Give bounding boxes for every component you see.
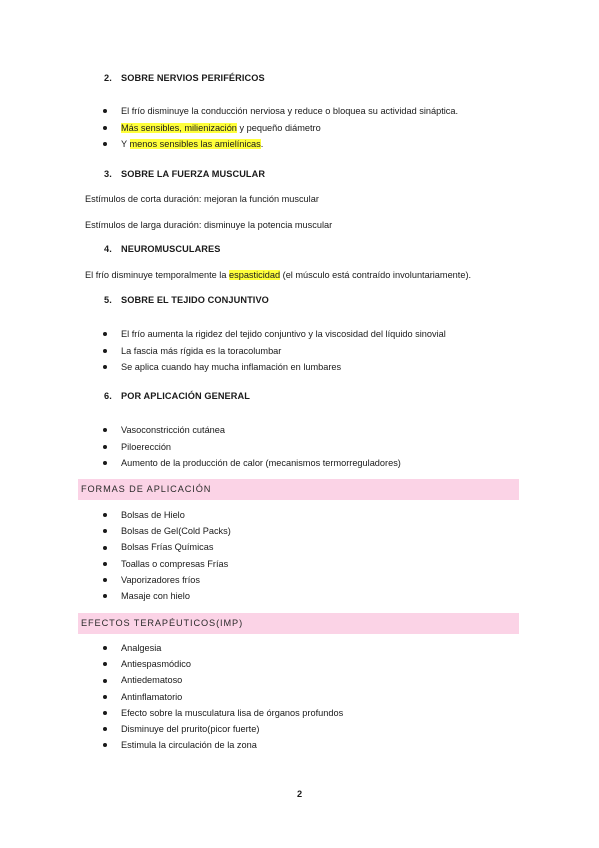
paragraph-espasticidad: El frío disminuye temporalmente la espasticidad (el músculo está contraído involuntariamente). (85, 270, 472, 280)
heading-conjuntivo (104, 295, 269, 305)
section-band-efectos (78, 613, 519, 634)
list-item: Aumento de la producción de calor (mecanismos termorreguladores) (103, 455, 401, 472)
list-item: Estimula la circulación de la zona (103, 737, 343, 753)
list-item: Bolsas Frías Químicas (103, 539, 231, 555)
list-item: La fascia más rígida es la toracolumbar (103, 343, 446, 360)
list-efectos (103, 640, 343, 753)
heading-neuro (104, 244, 221, 254)
list-item: Toallas o compresas Frías (103, 556, 231, 572)
paragraph-larga-duracion: Estímulos de larga duración: disminuye la potencia muscular (85, 220, 333, 230)
heading-number: 3. (104, 169, 112, 179)
heading-general (104, 391, 250, 401)
highlighted-text: espasticidad (229, 270, 281, 280)
list-item: Antinflamatorio (103, 689, 343, 705)
heading-title: SOBRE NERVIOS PERIFÉRICOS (121, 73, 265, 83)
list-item: Masaje con hielo (103, 588, 231, 604)
heading-number: 5. (104, 295, 112, 305)
list-item: Bolsas de Gel(Cold Packs) (103, 523, 231, 539)
list-item: Disminuye del prurito(picor fuerte) (103, 721, 343, 737)
heading-title: NEUROMUSCULARES (121, 244, 221, 254)
list-general (103, 422, 401, 472)
list-item: El frío aumenta la rigidez del tejido conjuntivo y la viscosidad del líquido sinovial (103, 326, 446, 343)
heading-fuerza (104, 169, 265, 179)
band-title: EFECTOS TERAPÉUTICOS(IMP) (81, 618, 244, 628)
list-item: Bolsas de Hielo (103, 507, 231, 523)
list-item: Antiespasmódico (103, 656, 343, 672)
list-item: Se aplica cuando hay mucha inflamación en lumbares (103, 359, 446, 376)
list-item: Y menos sensibles las amielínicas. (103, 136, 458, 153)
section-band-formas (78, 479, 519, 500)
heading-title: SOBRE EL TEJIDO CONJUNTIVO (121, 295, 269, 305)
list-nervios (103, 103, 458, 153)
list-item: Vaporizadores fríos (103, 572, 231, 588)
heading-number: 6. (104, 391, 112, 401)
heading-title: SOBRE LA FUERZA MUSCULAR (121, 169, 266, 179)
list-item: Efecto sobre la musculatura lisa de órganos profundos (103, 705, 343, 721)
list-item: Piloerección (103, 439, 401, 456)
list-item: Antiedematoso (103, 672, 343, 688)
list-conjuntivo (103, 326, 446, 376)
list-item: Vasoconstricción cutánea (103, 422, 401, 439)
highlighted-text: Más sensibles, milienización (121, 122, 237, 133)
list-item: Analgesia (103, 640, 343, 656)
heading-title: POR APLICACIÓN GENERAL (121, 391, 250, 401)
list-formas (103, 507, 231, 604)
heading-number: 4. (104, 244, 112, 254)
band-title: FORMAS DE APLICACIÓN (81, 484, 212, 494)
paragraph-corta-duracion: Estímulos de corta duración: mejoran la función muscular (85, 194, 319, 204)
heading-nervios (104, 73, 265, 83)
list-item: El frío disminuye la conducción nerviosa y reduce o bloquea su actividad sináptica. (103, 103, 458, 120)
list-item: Más sensibles, milienización y pequeño diámetro (103, 120, 458, 137)
heading-number: 2. (104, 73, 112, 83)
page-number: 2 (297, 789, 303, 799)
highlighted-text: menos sensibles las amielínicas (129, 139, 261, 149)
